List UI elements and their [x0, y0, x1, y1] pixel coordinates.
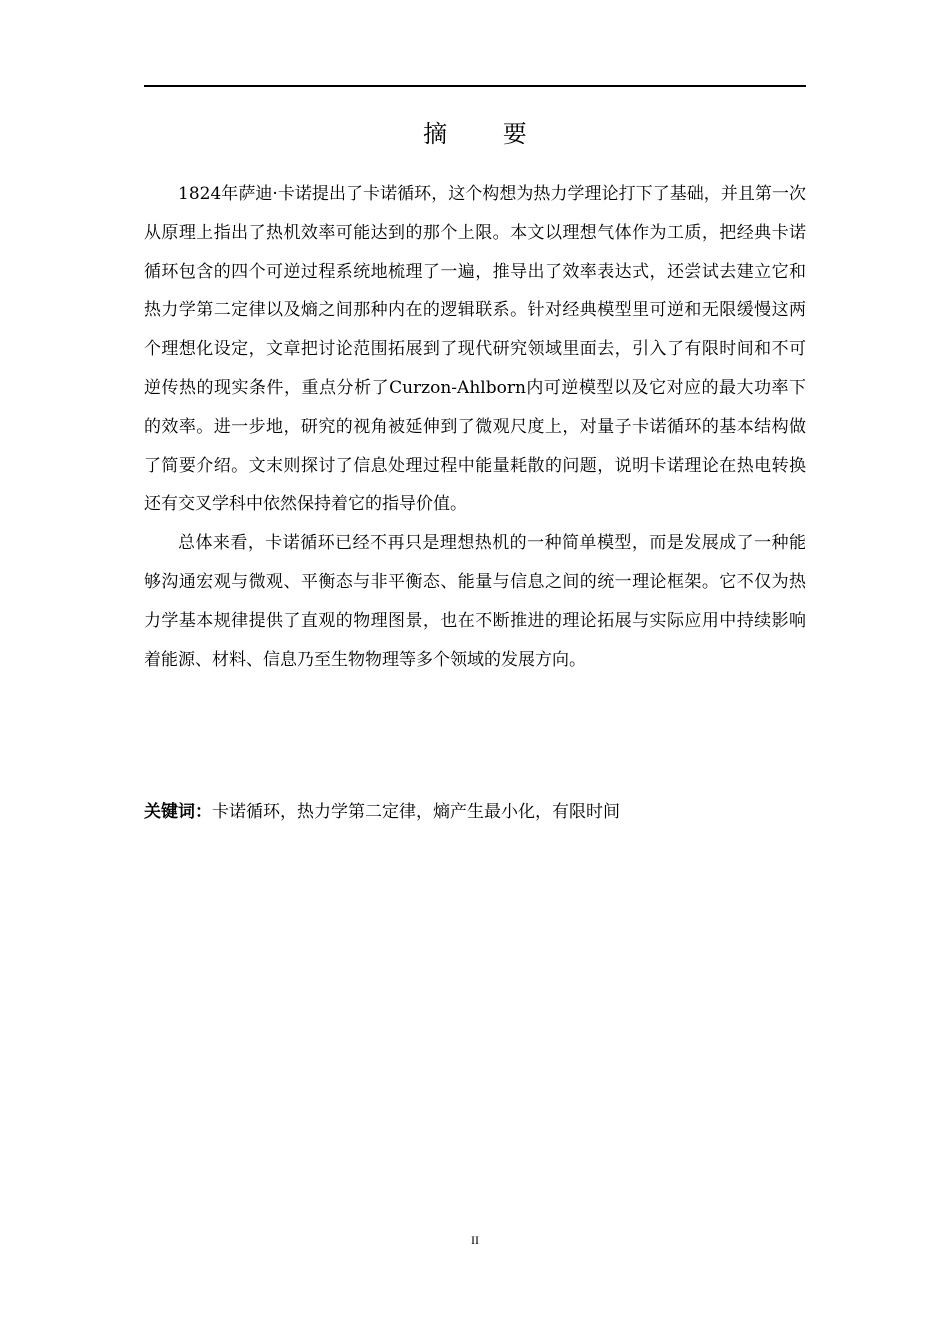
keywords-line [144, 797, 806, 827]
abstract-body [144, 175, 806, 679]
abstract-paragraph-2: 总体来看，卡诺循环已经不再只是理想热机的一种简单模型，而是发展成了一种能够沟通宏观与微观、平衡态与非平衡态、能量与信息之间的统一理论框架。它不仅为热力学基本规律提供了直观的物理图景，也在不断推进的理论拓展与实际应用中持续影响着能源、材料、信息乃至生物物理等多个领域的发展方向。 [144, 533, 806, 670]
page-number: II [471, 1233, 479, 1247]
abstract-paragraph-1: 1824年萨迪·卡诺提出了卡诺循环，这个构想为热力学理论打下了基础，并且第一次从原理上指出了热机效率可能达到的那个上限。本文以理想气体作为工质，把经典卡诺循环包含的四个可逆过程系统地梳理了一遍，推导出了效率表达式，还尝试去建立它和热力学第二定律以及熵之间那种内在的逻辑联系。针对经典模型里可逆和无限缓慢这两个理想化设定，文章把讨论范围拓展到了现代研究领域里面去，引入了有限时间和不可逆传热的现实条件，重点分析了Curzon-Ahlborn内可逆模型以及它对应的最大功率下的效率。进一步地，研究的视角被延伸到了微观尺度上，对量子卡诺循环的基本结构做了简要介绍。文末则探讨了信息处理过程中能量耗散的问题，说明卡诺理论在热电转换还有交叉学科中依然保持着它的指导价值。 [144, 184, 806, 515]
page-title: 摘 要 [423, 120, 551, 148]
header-rule [144, 85, 806, 87]
keywords-text: 卡诺循环，热力学第二定律，熵产生最小化，有限时间 [212, 802, 620, 822]
keywords-label: 关键词： [144, 802, 212, 822]
